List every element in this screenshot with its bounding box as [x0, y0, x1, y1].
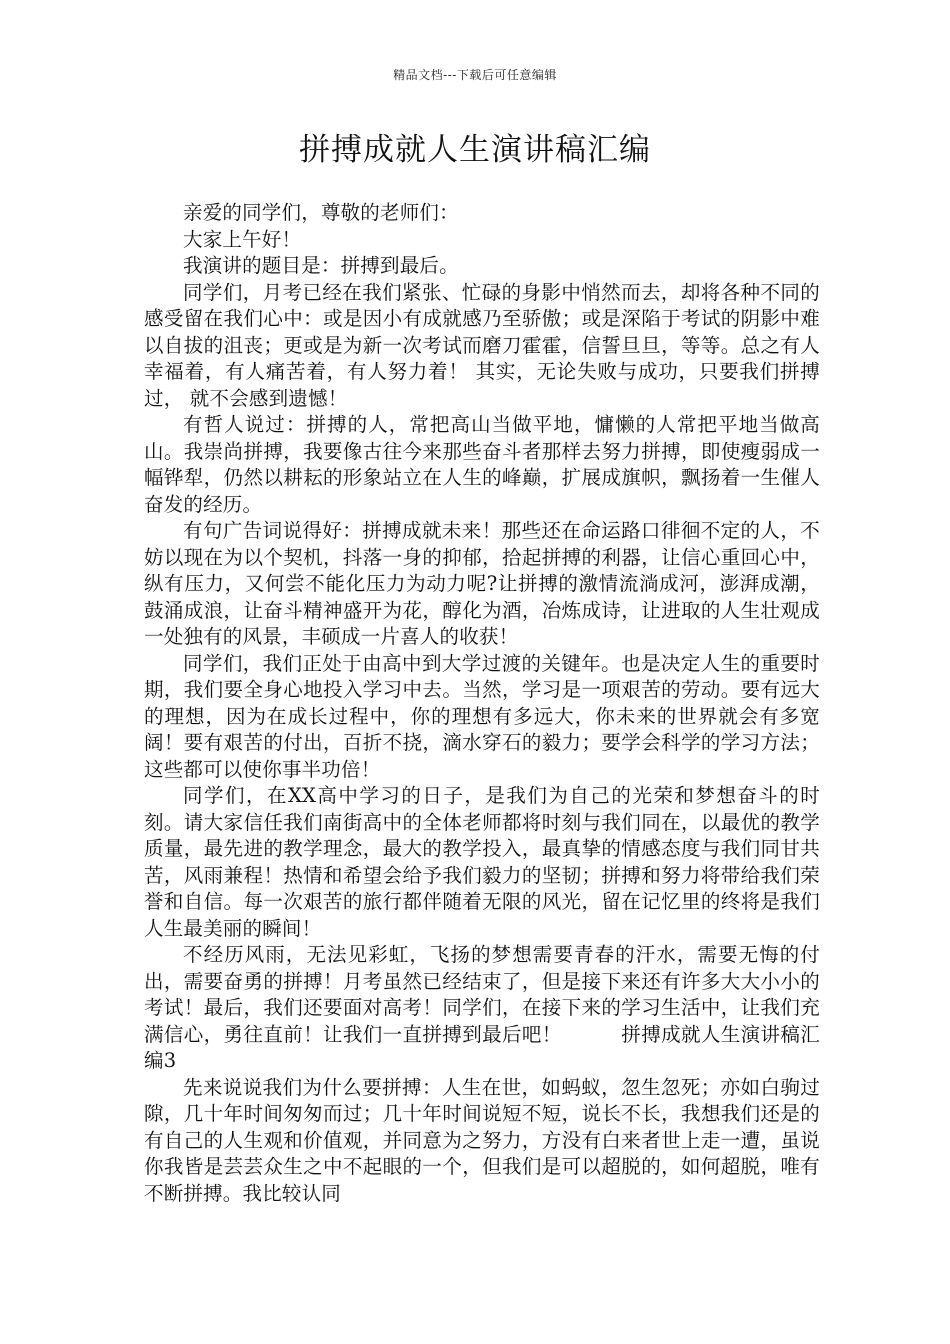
paragraph: 先来说说我们为什么要拼搏：人生在世，如蚂蚁，忽生忽死；亦如白驹过隙，几十年时间匆匆而过；几十年时间说短不短，说长不长，我想我们还是的有自己的人生观和价值观，并同意为之努力，方没有白来者世上走一遭，虽说你我皆是芸芸众生之中不起眼的一个，但我们是可以超脱的，如何超脱，唯有不断拼搏。我比较认同 [144, 1075, 820, 1205]
paragraph: 同学们，月考已经在我们紧张、忙碌的身影中悄然而去，却将各种不同的感受留在我们心中：或是因小有成就感乃至骄傲；或是深陷于考试的阴影中难以自拔的沮丧；更或是为新一次考试而磨刀霍霍，信誓旦旦，等等。总之有人幸福着，有人痛苦着，有人努力着！ 其实，无论失败与成功，只要我们拼搏过， 就不会感到遗憾！ [144, 280, 820, 410]
paragraph: 有哲人说过：拼搏的人，常把高山当做平地，慵懒的人常把平地当做高山。我崇尚拼搏，我要像古往今来那些奋斗者那样去努力拼搏，即使瘦弱成一幅铧犁，仍然以耕耘的形象站立在人生的峰巅，扩展成旗帜，飘扬着一生催人奋发的经历。 [144, 413, 820, 516]
paragraph: 不经历风雨，无法见彩虹，飞扬的梦想需要青春的汗水，需要无悔的付出，需要奋勇的拼搏！月考虽然已经结束了，但是接下来还有许多大大小小的考试！最后，我们还要面对高考！同学们，在接下来的学习生活中，让我们充满信心，勇往直前！让我们一直拼搏到最后吧！ 拼搏成就人生演讲稿汇编3 [144, 943, 820, 1072]
document-title: 拼搏成就人生演讲稿汇编 [299, 132, 651, 168]
header-note: 精品文档---下载后可任意编辑 [393, 68, 557, 82]
paragraph-salutation: 大家上午好！ [183, 227, 302, 251]
paragraph: 同学们，在XX高中学习的日子，是我们为自己的光荣和梦想奋斗的时刻。请大家信任我们南街高中的全体老师都将时刻与我们同在，以最优的教学质量，最先进的教学理念，最大的教学投入，最真挚的情感态度与我们同甘共苦，风雨兼程！热情和希望会给予我们毅力的坚韧；拼搏和努力将带给我们荣誉和自信。每一次艰苦的旅行都伴随着无限的风光，留在记忆里的终将是我们人生最美丽的瞬间！ [144, 784, 820, 940]
paragraph-topic: 我演讲的题目是：拼搏到最后。 [183, 254, 459, 277]
paragraph-greeting: 亲爱的同学们，尊敬的老师们： [183, 201, 459, 224]
paragraph: 同学们，我们正处于由高中到大学过渡的关键年。也是决定人生的重要时期，我们要全身心地投入学习中去。当然，学习是一项艰苦的劳动。要有远大的理想，因为在成长过程中，你的理想有多远大，你未来的世界就会有多宽阔！要有艰苦的付出，百折不挠，滴水穿石的毅力；要学会科学的学习方法；这些都可以使你事半功倍！ [144, 651, 820, 781]
document-body [144, 200, 820, 1207]
paragraph: 有句广告词说得好：拼搏成就未来！那些还在命运路口徘徊不定的人，不妨以现在为以个契机，抖落一身的抑郁，拾起拼搏的利器，让信心重回心中，纵有压力，又何尝不能化压力为动力呢?让拼搏的激情流淌成河，澎湃成潮，鼓涌成浪，让奋斗精神盛开为花，醇化为酒，冶炼成诗，让进取的人生壮观成一处独有的风景，丰硕成一片喜人的收获！ [144, 519, 820, 648]
